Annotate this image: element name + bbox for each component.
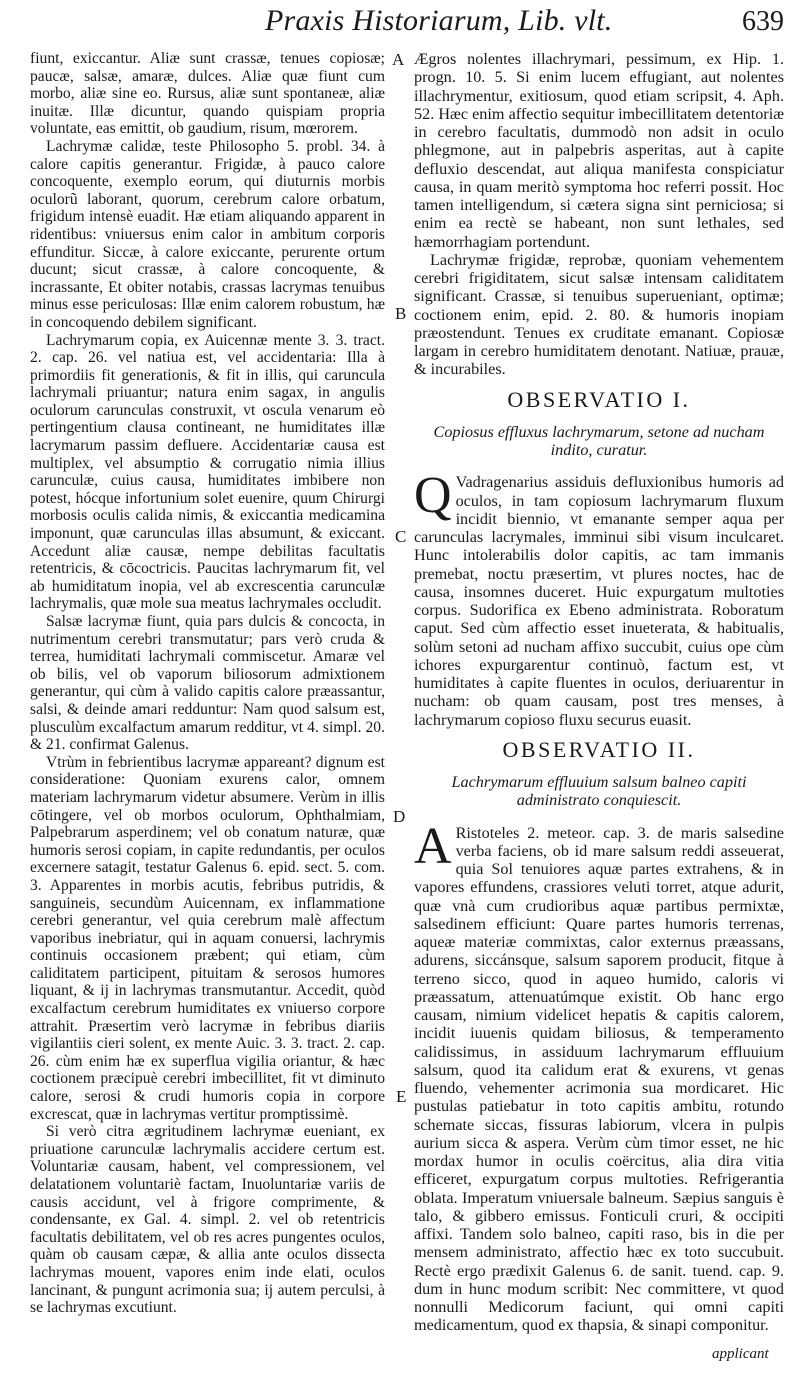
paragraph: Lachrymarum copia, ex Auicennæ mente 3. 3. tract. 2. cap. 26. vel natiua est, vel accidentaria: Illa à primordiis fit generationis, & fit in illis, qui caruncula lachrymali priuantur; natura enim sagax, in angulis oculorum carunculas construxit, vt oscula venarum eò pertingentium clausa contineant, ne humiditates illæ lacrymarum passim defluere. Accidentariæ causa est multiplex, vel absumptio & corrugatio nimia illius carunculæ, cuius causa, humiditates imbibere non potest, hócque infortunium solet euenire, quum Chirurgi morbosis oculis calida nimis, & exiccantia medicamina imponunt, quæ carunculas illas absumunt, & exiccant. Accedunt aliæ causæ, nempe debilitas facultatis retentricis, & cōcoctricis. Paucitas lachrymarum fit, vel ab humiditatum inopia, vel ab excrescentia carunculæ lachrymalis, quæ mole sua meatus lachrymales occludit. xyxy=(30,331,385,613)
observation-body: Ristoteles 2. meteor. cap. 3. de maris salsedine verba faciens, ob id mare salsum reddi asseuerat, quia Sol tenuiores aquæ partes extrahens, & in vapores effundens, crassiores veluti torret, atque adurit, quæ vnà cum crudioribus aquæ partibus permixtæ, salsedinem efficiunt: Quare partes humoris terrenas, aqueæ materiæ commixtas, calor externus præassans, adurens, siccánsque, salsum saporem producit, fitque à terreno sicco, quod in aqueo humido, caloris vi præassatum, attenuatúmque existit. Ob hanc ergo causam, nimium videlicet hepatis & capitis calorem, incidit iuuenis quidam biliosus, & temperamento calidissimus, in assiduum lachrymarum effluuium salsum, quod ita calidum erat & exurens, vt genas fluendo, vehementer acrimonia sua mordicaret. Hic pustulas patiebatur in toto capitis ambitu, rotundo schemate siccas, fissuras labiorum, vlcera in pulpis aurium sicca & aspera. Verùm cùm timor esset, ne hic mordax humor in oculis coërcitus, alia dira vitia efficeret, expurgatum corpus multoties. Refrigerantia oblata. Imperatum vniuersale balneum. Sæpius sanguis è talo, & gibbero emissus. Fonticuli cruri, & occipiti affixi. Tandem solo balneo, capiti raso, bis in die per mensem administrato, affectio hæc ex toto succubuit. Rectè ergo prædixit Galenus 6. de sanit. tuend. cap. 9. dum in hunc modum scribit: Nec committere, vt quod nonnulli Medicorum faciunt, qui omni capiti medicamentum, quod ex thapsia, & sinapi componitur. xyxy=(414,823,784,1335)
right-column xyxy=(414,50,784,1335)
observation-heading: OBSERVATIO II. xyxy=(502,736,696,762)
observation-heading: OBSERVATIO I. xyxy=(507,386,691,412)
drop-cap: A xyxy=(414,817,452,875)
page-number: 639 xyxy=(742,6,784,37)
paragraph: Vtrùm in febrientibus lacrymæ appareant? dignum est consideratione: Quoniam exurens calor, omnem materiam lachrymarum videtur absumere. Verùm in illis cōtingere, vel ob morbos oculorum, Ophthalmiam, Palpebrarum asperdinem; vel ob conatum naturæ, quæ humoris serosi copiam, in capite redundantis, per oculos excernere satagit, testatur Galenus 6. epid. sect. 5. com. 3. Apparentes in morbis acutis, febribus putridis, & sanguineis, secundùm Auicennam, ex inflammatione cerebri generantur, vel quia cerebrum malè affectum vaporibus inebriatur, qui in aquam conuersi, lachrymis continuis occasionem præbent; qui etiam, cùm caliditatem participent, pituitam & serosos humores liquant, & ij in lachrymas transmutantur. Accedit, quòd excalfactum cerebrum humiditates ex vniuerso corpore attrahit. Præsertim verò lacrymæ in febribus diariis vigilantiis cieri solent, ex mente Auic. 3. 3. tract. 2. cap. 26. cùm enim hæ ex superflua vigilia oriantur, & hæc coctionem præcipuè cerebri imbecillitet, fit vt diminuto calore, serosi & crudi humoris copia in corpore excrescat, quæ in lachrymas vertitur promptissimè. xyxy=(30,753,385,1123)
left-column xyxy=(30,50,385,1317)
margin-letter: C xyxy=(395,527,407,546)
margin-letter: D xyxy=(393,807,406,826)
drop-cap: Q xyxy=(414,467,452,525)
page-header xyxy=(0,2,800,46)
paragraph: Lachrymæ frigidæ, reprobæ, quoniam vehementem cerebri frigiditatem, sicut salsæ intensam caliditatem significant. Crassæ, si tenuibus superueniant, optimæ; coctionem enim, epid. 2. 80. & humoris inopiam præostendunt. Tenues ex cruditate emanant. Copiosæ largam in cerebro humiditatem denotant. Natiuæ, prauæ, & incurabiles. xyxy=(414,250,784,379)
paragraph: Salsæ lacrymæ fiunt, quia pars dulcis & concocta, in nutrimentum cerebri transmutatur; pars verò cruda & terrea, humiditati lachrymali commiscetur. Amaræ vel ob bilis, vel ob vaporum biliosorum admixtionem generantur, qui cùm à valido capitis calore præassantur, salsi, & deinde amari redduntur: Nam quod salsum est, plusculùm excalfactum amarum redditur, vt 4. simpl. 20. & 21. confirmat Galenus. xyxy=(30,613,385,754)
observation-subtitle: Copiosus effluxus lachrymarum, setone ad nucham indito, curatur. xyxy=(433,422,765,459)
paragraph: Ægros nolentes illachrymari, pessimum, ex Hip. 1. progn. 10. 5. Si enim lucem effugiant, aut nolentes illachrymentur, exitiosum, quod etiam scripsit, 4. Aph. 52. Hæc enim affectio sequitur imbecillitatem detentoriæ in cerebro facultatis, dummodò non adsit in oculo phlegmone, aut in palpebris asperitas, aut à capite defluxio descendat, aut aliqua manifesta conspiciatur causa, in quam meritò symptoma hoc referri possit. Hoc tamen intelligendum, si cætera signa sint perniciosa; si enim ea rectè se habeant, non sunt lethales, sed hæmorrhagiam portendunt. xyxy=(414,50,784,251)
margin-letter: E xyxy=(396,1087,407,1106)
observation-subtitle: Lachrymarum effluuium salsum balneo capiti administrato conquiescit. xyxy=(451,773,747,810)
catchword: applicant xyxy=(712,1346,769,1362)
paragraph: fiunt, exiccantur. Aliæ sunt crassæ, tenues copiosæ; paucæ, salsæ, amaræ, dulces. Aliæ quæ fiunt cum morbo, aliæ sine eo. Rursus, aliæ sunt spontaneæ, aliæ inuitæ. Illæ dicuntur, quando quispiam propria voluntate, eas emittit, ob gaudium, risum, mœrorem. xyxy=(30,50,385,138)
observation-text xyxy=(414,467,784,729)
running-title: Praxis Historiarum, Lib. vlt. xyxy=(265,4,613,37)
paragraph: Lachrymæ calidæ, teste Philosopho 5. probl. 34. à calore capitis generantur. Frigidæ, à pauco calore concoquente, exemplo eorum, qui diuturnis morbis oculorũ laborant, quorum, cerebrum calore orbatum, frigidum intensè euadit. Hæ etiam aliquando apparent in ridentibus: vniuersus enim calor in ambitum corporis effunditur. Siccæ, à calore exiccante, perurente ortum ducunt; sicut crassæ, à calore concoquente, & incrassante, Et obiter notabis, crassas lacrymas tenuibus minus esse periculosas: Illæ enim calorem robustum, hæ in concoquendo debilem significant. xyxy=(30,137,385,331)
observation-text xyxy=(414,817,784,1335)
margin-letter: A xyxy=(392,50,405,69)
margin-letter: B xyxy=(395,304,407,323)
paragraph: Si verò citra ægritudinem lachrymæ eueniant, ex priuatione carunculæ lachrymalis accidere certum est. Voluntariæ causam, habent, vel compressionem, vel delatationem voluntariè factam, Inuoluntariæ variis de causis accidunt, vel à frigore comprimente, & condensante, ex Gal. 4. simpl. 2. vel ob retentricis facultatis debilitatem, vel ob res acres pungentes oculos, quàm ob causam cæpæ, & allia ante oculos dissecta lachrymas mouent, vapores enim inde elati, oculos lancinant, & pungunt acrimonia sua; ij autem perculsi, à se lachrymas excutiunt. xyxy=(30,1123,385,1317)
observation-body: Vadragenarius assiduis defluxionibus humoris ad oculos, in tam copiosum lachrymarum fluxum incidit biennio, vt emanante semper aqua per carunculas lacrymales, imminui sibi visum inculcaret. Hunc intolerabilis dolor capitis, ac tam immanis premebat, noctu præsertim, vt plures noctes, hac de causa, insomnes duceret. Huic expurgatum multoties corpus. Sudorifica ex Ebeno administrata. Roboratum caput. Sed cùm affectio esset inueterata, & habitualis, solùm setoni ad nucham affixo succubit, cuius ope cùm ichores expurgarentur continuò, factum est, vt humiditates à capite fluentes in oculos, deriuarentur in nucham: ob quam causam, post tres menses, à lachrymarum copioso fluxu securus euasit. xyxy=(414,473,784,729)
